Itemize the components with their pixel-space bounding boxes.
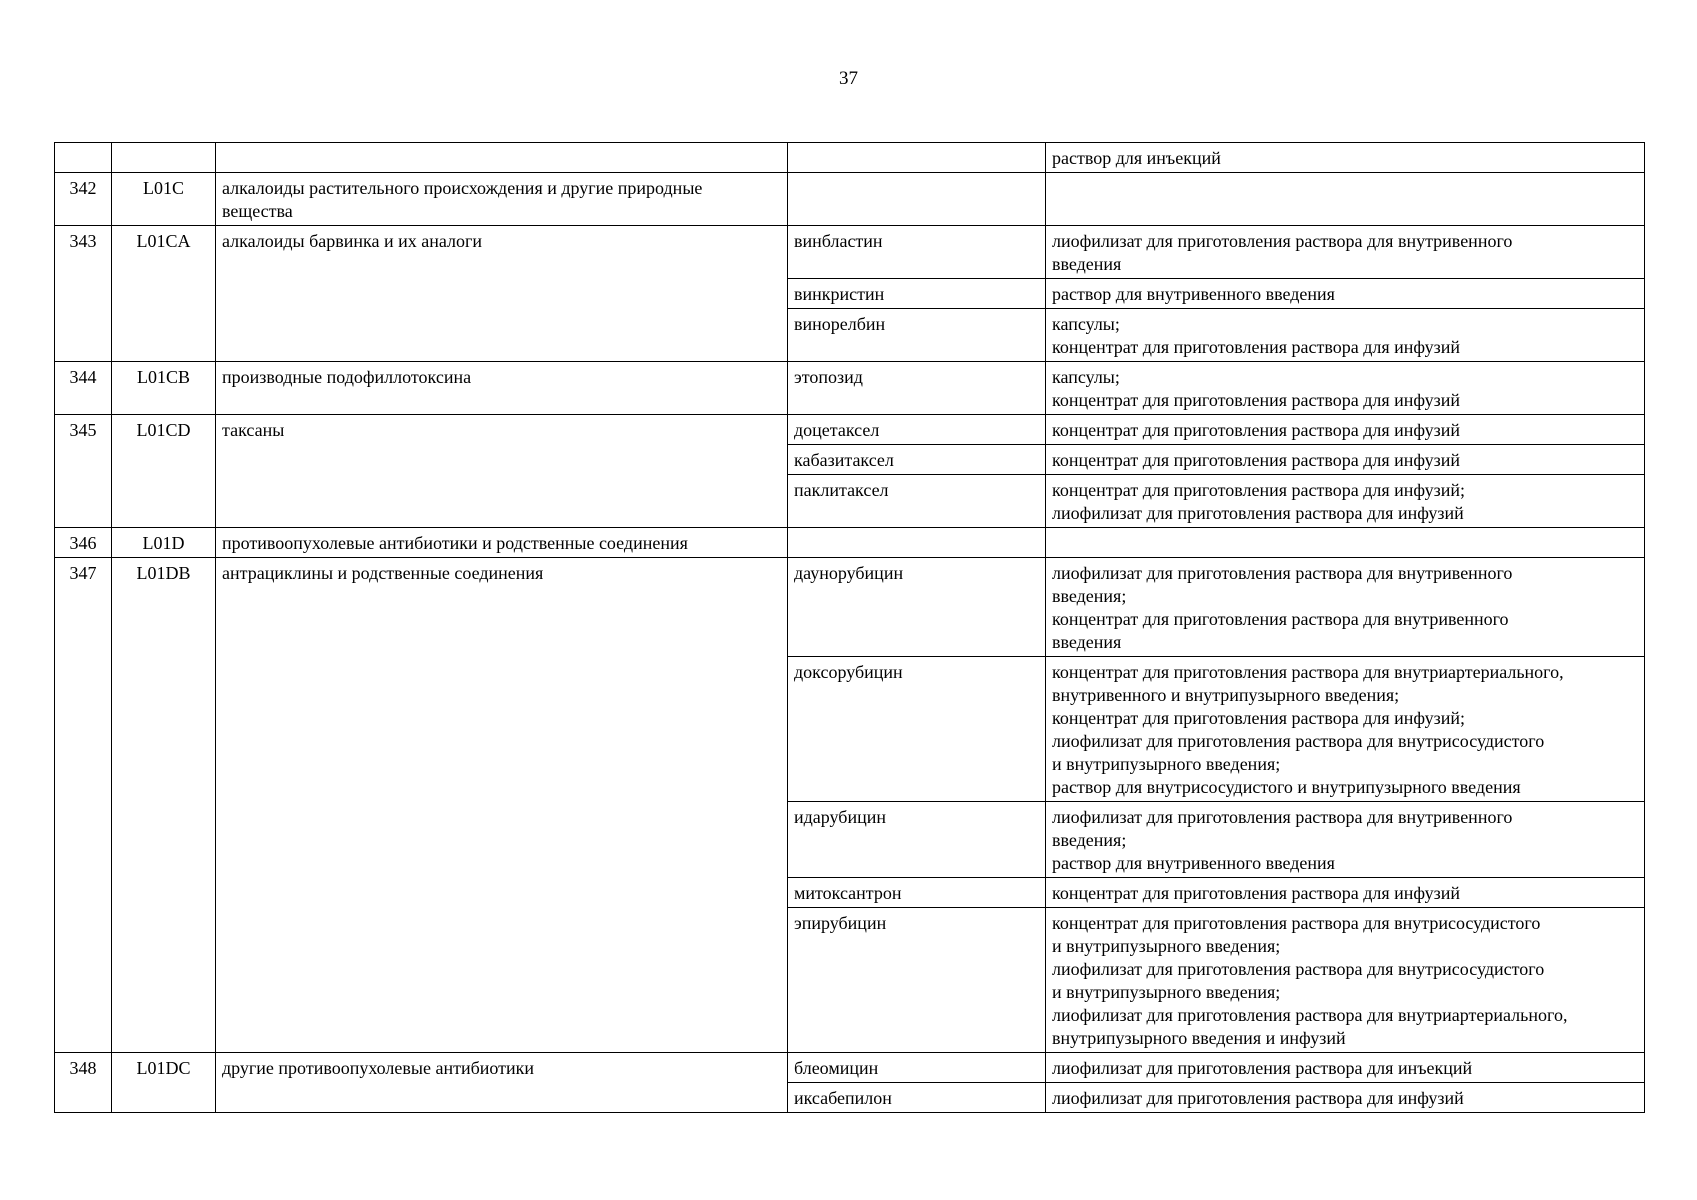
row-number-cell bbox=[55, 143, 112, 173]
row-number-cell: 344 bbox=[55, 362, 112, 415]
dosage-form-cell: концентрат для приготовления раствора для инфузий bbox=[1046, 878, 1645, 908]
dosage-form-cell: капсулы; концентрат для приготовления раствора для инфузий bbox=[1046, 362, 1645, 415]
dosage-form-cell: концентрат для приготовления раствора для внутриартериального, внутривенного и внутрипузырного введения; концентрат для приготовления раствора для инфузий; лиофилизат для приготовления раствора для внутрисосудистого и внутрипузырного введения; раствор для внутрисосудистого и внутрипузырного введения bbox=[1046, 657, 1645, 802]
table-row bbox=[55, 415, 1645, 445]
dosage-form-cell: раствор для инъекций bbox=[1046, 143, 1645, 173]
drug-name-cell: винбластин bbox=[788, 226, 1046, 279]
atc-code-cell: L01CD bbox=[112, 415, 216, 528]
dosage-form-cell: концентрат для приготовления раствора для инфузий bbox=[1046, 445, 1645, 475]
table-body bbox=[55, 143, 1645, 1113]
table-row bbox=[55, 226, 1645, 279]
group-name-cell: антрациклины и родственные соединения bbox=[216, 558, 788, 1053]
atc-code-cell: L01D bbox=[112, 528, 216, 558]
drug-table bbox=[54, 142, 1645, 1113]
table-row bbox=[55, 362, 1645, 415]
group-name-cell: таксаны bbox=[216, 415, 788, 528]
page-number: 37 bbox=[839, 68, 858, 89]
dosage-form-cell: лиофилизат для приготовления раствора для внутривенного введения; концентрат для приготовления раствора для внутривенного введения bbox=[1046, 558, 1645, 657]
dosage-form-cell: концентрат для приготовления раствора для инфузий bbox=[1046, 415, 1645, 445]
drug-name-cell: иксабепилон bbox=[788, 1083, 1046, 1113]
dosage-form-cell: концентрат для приготовления раствора для инфузий; лиофилизат для приготовления раствора для инфузий bbox=[1046, 475, 1645, 528]
row-number-cell: 346 bbox=[55, 528, 112, 558]
dosage-form-cell bbox=[1046, 173, 1645, 226]
drug-name-cell: доцетаксел bbox=[788, 415, 1046, 445]
dosage-form-cell: капсулы; концентрат для приготовления раствора для инфузий bbox=[1046, 309, 1645, 362]
drug-name-cell bbox=[788, 143, 1046, 173]
row-number-cell: 347 bbox=[55, 558, 112, 1053]
dosage-form-cell: лиофилизат для приготовления раствора для внутривенного введения; раствор для внутривенного введения bbox=[1046, 802, 1645, 878]
table-row bbox=[55, 143, 1645, 173]
drug-name-cell: блеомицин bbox=[788, 1053, 1046, 1083]
group-name-cell: алкалоиды барвинка и их аналоги bbox=[216, 226, 788, 362]
dosage-form-cell: лиофилизат для приготовления раствора для инъекций bbox=[1046, 1053, 1645, 1083]
table-row bbox=[55, 558, 1645, 657]
row-number-cell: 342 bbox=[55, 173, 112, 226]
drug-name-cell: винорелбин bbox=[788, 309, 1046, 362]
atc-code-cell: L01DC bbox=[112, 1053, 216, 1113]
dosage-form-cell: лиофилизат для приготовления раствора для инфузий bbox=[1046, 1083, 1645, 1113]
dosage-form-cell: концентрат для приготовления раствора для внутрисосудистого и внутрипузырного введения; лиофилизат для приготовления раствора для внутрисосудистого и внутрипузырного введения; лиофилизат для приготовления раствора для внутриартериального, внутрипузырного введения и инфузий bbox=[1046, 908, 1645, 1053]
atc-code-cell bbox=[112, 143, 216, 173]
atc-code-cell: L01CB bbox=[112, 362, 216, 415]
drug-name-cell: паклитаксел bbox=[788, 475, 1046, 528]
dosage-form-cell bbox=[1046, 528, 1645, 558]
table-row bbox=[55, 1053, 1645, 1083]
group-name-cell bbox=[216, 143, 788, 173]
drug-name-cell: даунорубицин bbox=[788, 558, 1046, 657]
dosage-form-cell: лиофилизат для приготовления раствора для внутривенного введения bbox=[1046, 226, 1645, 279]
drug-name-cell: винкристин bbox=[788, 279, 1046, 309]
group-name-cell: другие противоопухолевые антибиотики bbox=[216, 1053, 788, 1113]
drug-name-cell: эпирубицин bbox=[788, 908, 1046, 1053]
group-name-cell: противоопухолевые антибиотики и родственные соединения bbox=[216, 528, 788, 558]
drug-name-cell: митоксантрон bbox=[788, 878, 1046, 908]
drug-name-cell: кабазитаксел bbox=[788, 445, 1046, 475]
group-name-cell: производные подофиллотоксина bbox=[216, 362, 788, 415]
atc-code-cell: L01C bbox=[112, 173, 216, 226]
row-number-cell: 348 bbox=[55, 1053, 112, 1113]
drug-name-cell: идарубицин bbox=[788, 802, 1046, 878]
table-row bbox=[55, 528, 1645, 558]
drug-name-cell: этопозид bbox=[788, 362, 1046, 415]
drug-name-cell bbox=[788, 173, 1046, 226]
row-number-cell: 345 bbox=[55, 415, 112, 528]
table-row bbox=[55, 173, 1645, 226]
drug-name-cell: доксорубицин bbox=[788, 657, 1046, 802]
atc-code-cell: L01DB bbox=[112, 558, 216, 1053]
row-number-cell: 343 bbox=[55, 226, 112, 362]
group-name-cell: алкалоиды растительного происхождения и другие природные вещества bbox=[216, 173, 788, 226]
atc-code-cell: L01CA bbox=[112, 226, 216, 362]
dosage-form-cell: раствор для внутривенного введения bbox=[1046, 279, 1645, 309]
drug-name-cell bbox=[788, 528, 1046, 558]
